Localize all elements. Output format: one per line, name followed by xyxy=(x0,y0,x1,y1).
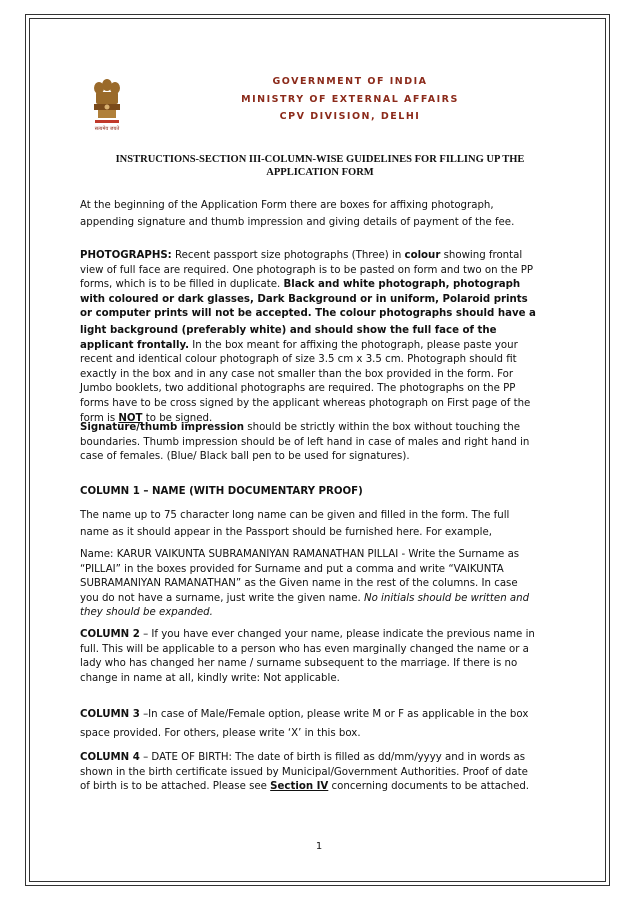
header-line-2: MINISTRY OF EXTERNAL AFFAIRS xyxy=(241,94,459,105)
column-4-label: COLUMN 4 xyxy=(80,752,140,763)
title-line-1: INSTRUCTIONS-SECTION III-COLUMN-WISE GUIDELINES FOR FILLING UP THE xyxy=(115,154,525,165)
column-1-paragraph-2: Name: KARUR VAIKUNTA SUBRAMANIYAN RAMANATHAN PILLAI - Write the Surname as “PILLAI” in the boxes provided for Surname and put a comma and write “VAIKUNTA SUBRAMANIYAN RAMANATHAN” as the Given name in the rest of the columns. In case you do not have a surname, just write the given name. No initials should be written and they should be expanded. xyxy=(80,549,530,619)
column-2-label: COLUMN 2 xyxy=(80,629,140,640)
intro-paragraph: At the beginning of the Application Form there are boxes for affixing photograph, appending signature and thumb impression and giving details of payment of the fee. xyxy=(80,200,515,228)
column-1-paragraph-1: The name up to 75 character long name can be given and filled in the form. The full name as it should appear in the Passport should be furnished here. For example, xyxy=(80,510,510,538)
title-line-2: APPLICATION FORM xyxy=(266,167,374,178)
header-line-3: CPV DIVISION, DELHI xyxy=(279,111,421,122)
emblem-caption: सत्यमेव जयते xyxy=(94,126,120,132)
column-2-paragraph: COLUMN 2 – If you have ever changed your name, please indicate the previous name in full. This will be applicable to a person who has even marginally changed the name or a lady who has changed her name / surname subsequent to the marriage. If there is no change in name at all, kindly write: Not applicable. xyxy=(80,629,535,684)
column-3-label: COLUMN 3 xyxy=(80,709,140,720)
photographs-label: PHOTOGRAPHS: xyxy=(80,250,172,261)
signature-paragraph: Signature/thumb impression should be strictly within the box without touching the boundaries. Thumb impression should be of left hand in case of males and right hand in case of females. (Blue/ Black ball pen to be used for signatures). xyxy=(80,422,530,463)
column-4-paragraph: COLUMN 4 – DATE OF BIRTH: The date of birth is filled as dd/mm/yyyy and in words as shown in the birth certificate issued by Municipal/Government Authorities. Proof of date of birth is to be attached. Please see Section IV concerning documents to be attached. xyxy=(80,752,530,793)
page-number: 1 xyxy=(315,841,323,852)
document-title xyxy=(90,153,550,179)
header-line-1: GOVERNMENT OF INDIA xyxy=(272,76,428,87)
signature-label: Signature/thumb impression xyxy=(80,422,245,433)
column-3-paragraph: COLUMN 3 –In case of Male/Female option, please write M or F as applicable in the box space provided. For others, please write ‘X’ in this box. xyxy=(80,709,529,739)
column-1-heading: COLUMN 1 – NAME (WITH DOCUMENTARY PROOF) xyxy=(80,486,363,497)
national-emblem-icon xyxy=(90,76,124,134)
section-iv-link[interactable]: Section IV xyxy=(270,781,329,793)
photographs-paragraph: PHOTOGRAPHS: Recent passport size photographs (Three) in colour showing frontal view of full face are required. One photograph is to be pasted on form and two on the PP forms, which is to be filled in duplicate. Black and white photograph, photograph with coloured or dark glasses, Dark Background or in uniform, Polaroid prints or computer prints will not be accepted. The colour photographs should have a light background (preferably white) and should show the full face of the applicant frontally. In the box meant for affixing the photograph, please paste your recent and identical colour photograph of size 3.5 cm x 3.5 cm. Photograph should fit exactly in the box and in any case not smaller than the box provided in the form. For Jumbo booklets, two additional photographs are required. The photographs on the PP forms have to be cross signed by the applicant whereas photograph on First page of the form is NOT to be signed. xyxy=(80,250,536,424)
